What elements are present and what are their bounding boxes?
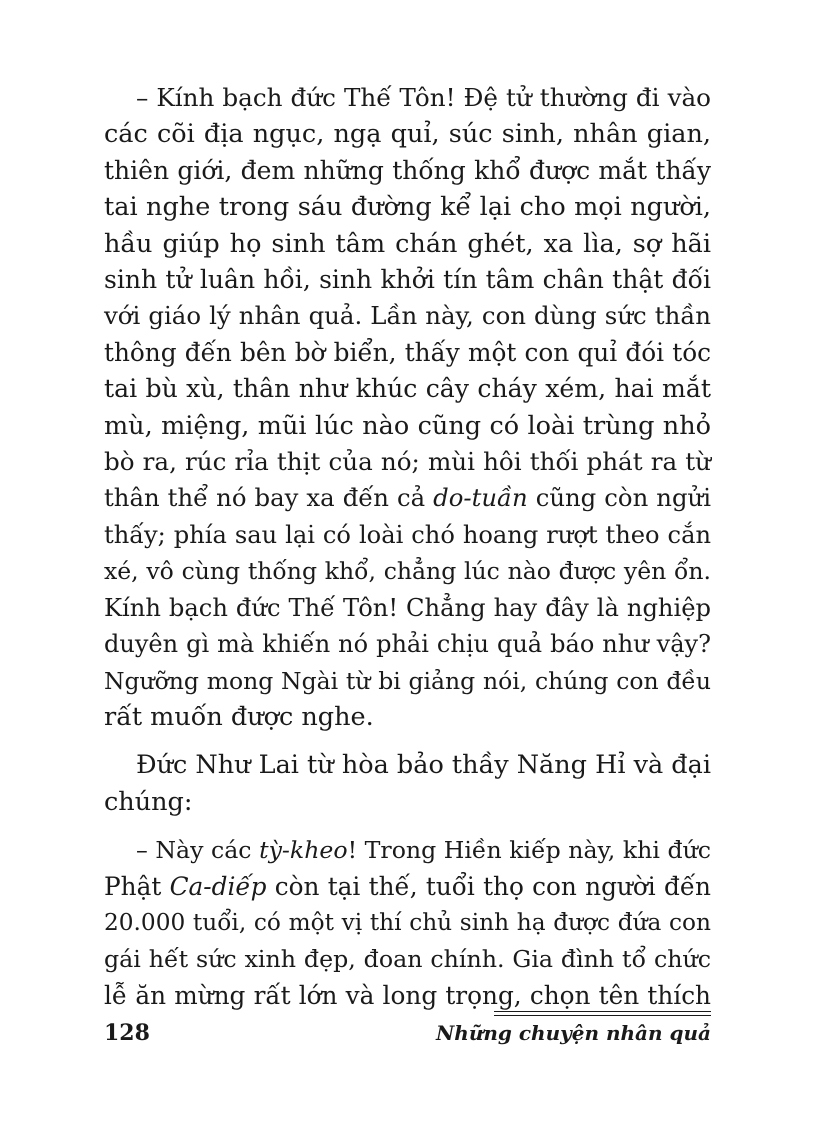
text-line: tai bù xù, thân như khúc cây cháy xém, hai mắt bbox=[104, 374, 711, 404]
text-line: thấy; phía sau lại có loài chó hoang rượt theo cắn bbox=[104, 520, 711, 549]
footer-double-rule bbox=[494, 1011, 711, 1016]
text-line: lễ ăn mừng rất lớn và long trọng, chọn tên thích bbox=[104, 980, 711, 1010]
text-line: thông đến bên bờ biển, thấy một con quỉ đói tóc bbox=[104, 337, 711, 367]
text-line: – Kính bạch đức Thế Tôn! Đệ tử thường đi vào bbox=[136, 83, 711, 112]
text-line bbox=[104, 832, 711, 868]
text-line: mù, miệng, mũi lúc nào cũng có loài trùng nhỏ bbox=[104, 410, 711, 441]
text-line bbox=[104, 480, 711, 516]
text-line: Kính bạch đức Thế Tôn! Chẳng hay đây là nghiệp bbox=[104, 593, 711, 622]
text-line: Ngưỡng mong Ngài từ bi giảng nói, chúng con đều bbox=[104, 666, 711, 695]
running-title: Những chuyện nhân quả bbox=[436, 1021, 711, 1045]
text-line: rất muốn được nghe. bbox=[104, 701, 374, 732]
text-line: bò ra, rúc rỉa thịt của nó; mùi hôi thối phát ra từ bbox=[104, 447, 711, 477]
text-line: thiên giới, đem những thống khổ được mắt thấy bbox=[104, 155, 711, 185]
text-line: với giáo lý nhân quả. Lần này, con dùng sức thần bbox=[104, 301, 711, 331]
text-run: Phật bbox=[104, 871, 170, 901]
text-line: chúng: bbox=[104, 786, 193, 817]
text-run: còn tại thế, tuổi thọ con người đến bbox=[266, 871, 711, 901]
paragraph-3 bbox=[104, 832, 711, 1014]
text-run: cũng còn ngửi bbox=[527, 483, 711, 513]
italic-term-ca-diep: Ca-diếp bbox=[169, 871, 267, 901]
text-run: thân thể nó bay xa đến cả bbox=[104, 483, 434, 513]
page-number: 128 bbox=[104, 1020, 150, 1046]
text-line: xé, vô cùng thống khổ, chẳng lúc nào được yên ổn. bbox=[104, 557, 711, 586]
text-line: tai nghe trong sáu đường kể lại cho mọi người, bbox=[104, 192, 711, 223]
italic-term-do-tuan: do-tuần bbox=[433, 483, 528, 513]
body-text bbox=[104, 80, 711, 1014]
text-line: duyên gì mà khiến nó phải chịu quả báo như vậy? bbox=[104, 630, 711, 659]
text-line: các cõi địa ngục, ngạ quỉ, súc sinh, nhân gian, bbox=[104, 119, 711, 150]
text-line: hầu giúp họ sinh tâm chán ghét, xa lìa, sợ hãi bbox=[104, 228, 711, 259]
paragraph-spacer bbox=[104, 820, 711, 832]
italic-term-ty-kheo: tỳ-kheo bbox=[259, 836, 348, 865]
text-line: 20.000 tuổi, có một vị thí chủ sinh hạ được đứa con bbox=[104, 908, 711, 936]
text-line: sinh tử luân hồi, sinh khởi tín tâm chân thật đối bbox=[104, 265, 711, 295]
paragraph-1 bbox=[104, 80, 711, 735]
paragraph-spacer bbox=[104, 735, 711, 747]
text-run: ! Trong Hiền kiếp này, khi đức bbox=[347, 836, 711, 865]
paragraph-2 bbox=[104, 747, 711, 820]
text-run: – Này các bbox=[136, 836, 260, 865]
text-line bbox=[104, 869, 711, 905]
text-line: gái hết sức xinh đẹp, đoan chính. Gia đình tổ chức bbox=[104, 945, 711, 974]
text-line: Đức Như Lai từ hòa bảo thầy Năng Hỉ và đại bbox=[136, 750, 711, 781]
